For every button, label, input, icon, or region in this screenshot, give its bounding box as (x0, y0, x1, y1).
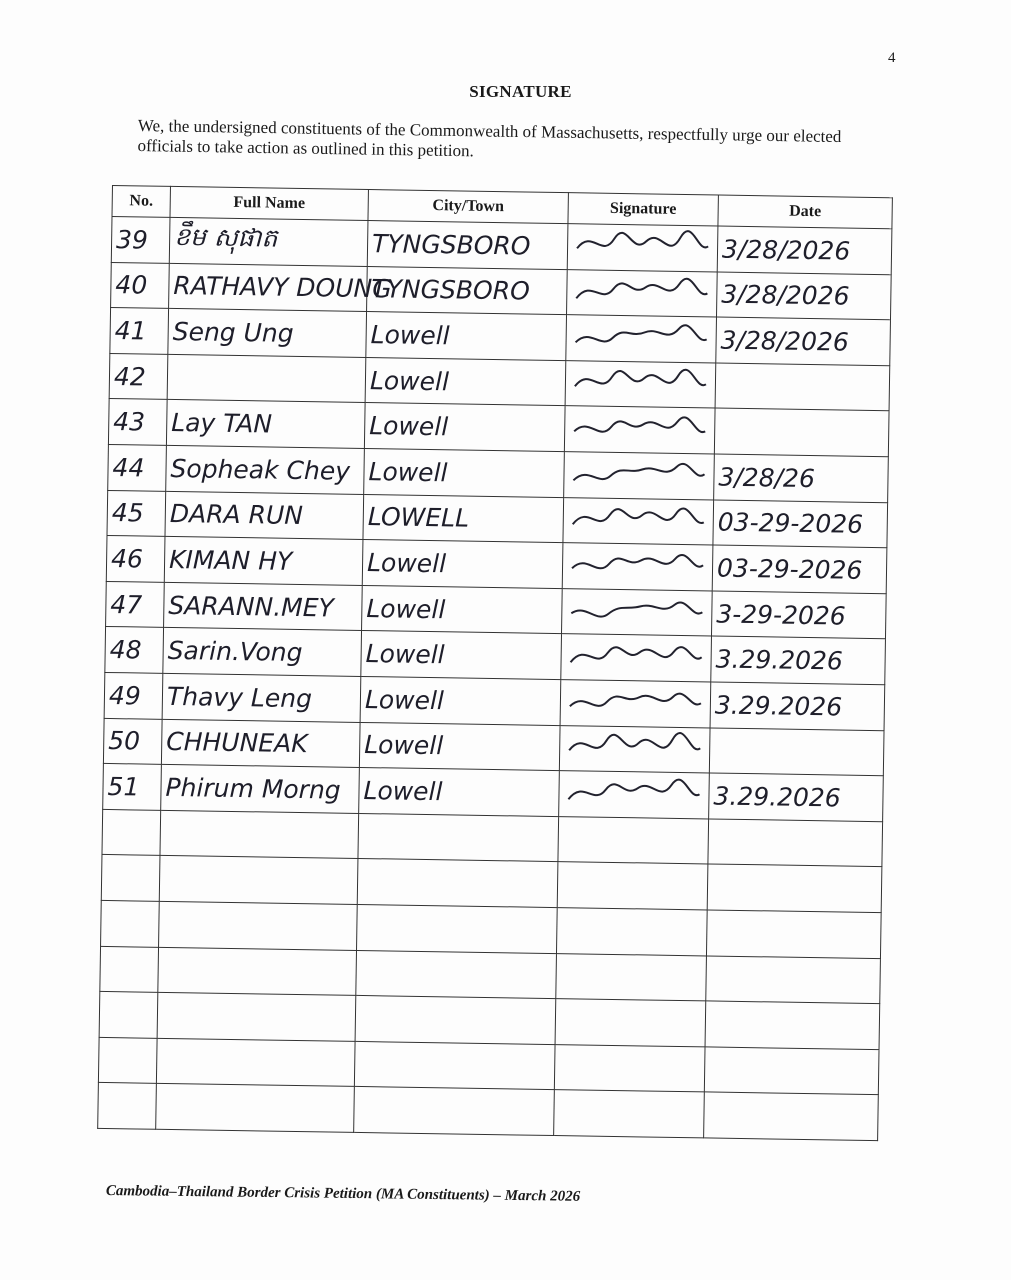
date-cell: 3/28/26 (714, 454, 889, 502)
page-title: SIGNATURE (469, 82, 572, 101)
city-town-cell (357, 904, 558, 953)
signature-scribble-icon (565, 635, 706, 675)
page-footer: Cambodia–Thailand Border Crisis Petition (MA Constituents) – March 2026 (105, 1183, 581, 1205)
row-number-cell (99, 992, 158, 1038)
row-number-cell (98, 1037, 157, 1083)
row-number-cell: 39 (111, 217, 170, 263)
date-cell: 3.29.2026 (711, 636, 886, 684)
city-town-cell: Lowell (361, 631, 562, 680)
signature-scribble-icon (571, 270, 712, 310)
full-name-cell: Phirum Morng (161, 764, 360, 813)
city-town-cell (354, 1041, 555, 1090)
city-town-cell: Lowell (364, 403, 565, 452)
header-full-name: Full Name (170, 186, 368, 220)
full-name-cell: RATHAVY DOUNG (169, 263, 368, 312)
header-no: No. (112, 186, 170, 218)
date-cell (706, 910, 881, 958)
city-town-cell (355, 996, 556, 1045)
row-number-cell (98, 1083, 157, 1129)
signature-cell (554, 1044, 705, 1092)
signature-cell (566, 315, 717, 363)
row-number-cell (102, 809, 161, 855)
signature-sheet (97, 185, 892, 1127)
row-number-cell: 43 (108, 399, 167, 445)
date-cell (709, 727, 884, 775)
row-number-cell: 49 (104, 672, 163, 718)
full-name-cell: Seng Ung (168, 309, 367, 358)
full-name-cell: Thavy Leng (162, 673, 361, 722)
signature-cell (559, 771, 710, 819)
city-town-cell: Lowell (362, 540, 563, 589)
row-number-cell: 46 (106, 536, 165, 582)
full-name-cell (156, 1084, 355, 1133)
city-town-cell: Lowell (366, 312, 567, 361)
row-number-cell: 41 (110, 308, 169, 354)
row-number-cell: 42 (109, 353, 168, 399)
city-town-cell: TYNGSBORO (367, 221, 568, 270)
city-town-cell: LOWELL (363, 494, 564, 543)
signature-cell (567, 224, 718, 272)
signature-cell (567, 269, 718, 317)
date-cell: 3-29-2026 (711, 591, 886, 639)
signature-cell (555, 999, 706, 1047)
row-number-cell: 51 (103, 764, 162, 810)
page-number: 4 (888, 50, 896, 66)
city-town-cell: Lowell (359, 768, 560, 817)
full-name-cell (159, 856, 358, 905)
full-name-cell: SARANN.MEY (164, 582, 363, 631)
full-name-cell: ខឹម សុផាត (169, 217, 368, 266)
date-cell: 3.29.2026 (709, 773, 884, 821)
city-town-cell (357, 859, 558, 908)
signature-cell (564, 452, 715, 500)
city-town-cell (354, 1087, 555, 1136)
signature-cell (557, 862, 708, 910)
city-town-cell: Lowell (362, 585, 563, 634)
city-town-cell: TYNGSBORO (367, 266, 568, 315)
full-name-cell (158, 947, 357, 996)
header-date: Date (718, 195, 892, 229)
signature-scribble-icon (566, 589, 707, 629)
full-name-cell: KIMAN HY (164, 537, 363, 586)
row-number-cell (101, 855, 160, 901)
date-cell: 3/28/2026 (716, 317, 891, 365)
full-name-cell: CHHUNEAK (161, 719, 360, 768)
full-name-cell: Sopheak Chey (166, 445, 365, 494)
signature-scribble-icon (572, 225, 713, 265)
row-number-cell: 45 (107, 490, 166, 536)
signature-cell (560, 680, 711, 728)
date-cell: 3/28/2026 (717, 226, 892, 274)
signature-scribble-icon (568, 498, 709, 538)
row-number-cell: 44 (108, 444, 167, 490)
row-number-cell: 50 (103, 718, 162, 764)
signature-cell (563, 497, 714, 545)
date-cell (714, 408, 889, 456)
full-name-cell: Sarin.Vong (163, 628, 362, 677)
date-cell: 03-29-2026 (713, 500, 888, 548)
row-number-cell (101, 900, 160, 946)
date-cell (708, 819, 883, 867)
signature-scribble-icon (565, 680, 706, 720)
row-number-cell: 47 (106, 581, 165, 627)
signature-cell (565, 360, 716, 408)
full-name-cell (167, 354, 366, 403)
signature-cell (561, 634, 712, 682)
header-city-town: City/Town (368, 190, 568, 224)
signature-scribble-icon (570, 361, 711, 401)
signature-cell (562, 543, 713, 591)
row-number-cell: 40 (111, 262, 170, 308)
signature-rows (98, 217, 892, 1141)
signature-cell (562, 588, 713, 636)
full-name-cell (157, 992, 356, 1041)
city-town-cell (358, 813, 559, 862)
city-town-cell: Lowell (365, 357, 566, 406)
signature-scribble-icon (570, 316, 711, 356)
date-cell (706, 955, 881, 1003)
signature-scribble-icon (569, 407, 710, 447)
signature-cell (556, 953, 707, 1001)
date-cell (704, 1047, 879, 1095)
signature-cell (564, 406, 715, 454)
full-name-cell: Lay TAN (166, 400, 365, 449)
city-town-cell: Lowell (364, 448, 565, 497)
date-cell: 03-29-2026 (712, 545, 887, 593)
city-town-cell: Lowell (360, 676, 561, 725)
full-name-cell: DARA RUN (165, 491, 364, 540)
date-cell (705, 1001, 880, 1049)
city-town-cell: Lowell (359, 722, 560, 771)
full-name-cell (160, 810, 359, 859)
signature-scribble-icon (564, 726, 705, 766)
row-number-cell: 48 (105, 627, 164, 673)
signature-scribble-icon (567, 544, 708, 584)
full-name-cell (159, 901, 358, 950)
row-number-cell (100, 946, 159, 992)
date-cell (704, 1092, 879, 1140)
date-cell (707, 864, 882, 912)
full-name-cell (156, 1038, 355, 1087)
city-town-cell (356, 950, 557, 999)
signature-scribble-icon (563, 772, 704, 812)
petition-intro: We, the undersigned constituents of the Commonwealth of Massachusetts, respectfully urge our elected officials to take action as outlined in this petition. (137, 116, 842, 161)
signature-scribble-icon (568, 452, 709, 492)
date-cell: 3.29.2026 (710, 682, 885, 730)
signature-cell (556, 907, 707, 955)
date-cell: 3/28/2026 (716, 272, 891, 320)
header-signature: Signature (568, 193, 718, 226)
date-cell (715, 363, 890, 411)
signature-cell (559, 725, 710, 773)
signature-cell (554, 1090, 705, 1138)
signature-table (97, 185, 893, 1141)
signature-cell (558, 816, 709, 864)
